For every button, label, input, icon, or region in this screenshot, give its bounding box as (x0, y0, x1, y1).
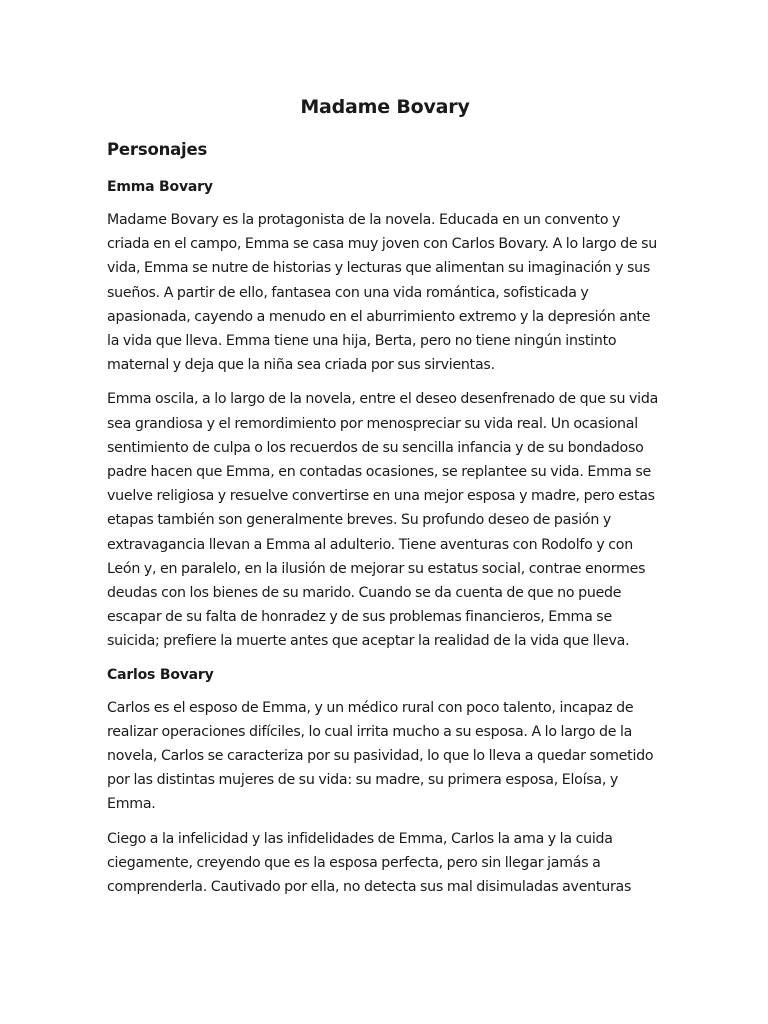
section-heading-personajes: Personajes (107, 140, 208, 159)
paragraph-carlos-2: Ciego a la infelicidad y las infidelidades de Emma, Carlos la ama y la cuida ciegamente, creyendo que es la esposa perfecta, pero sin llegar jamás a comprenderla. Cautivado por ella, no detecta sus mal disimuladas aventuras (107, 830, 632, 896)
document-title: Madame Bovary (300, 96, 470, 118)
character-heading-carlos: Carlos Bovary (107, 666, 214, 683)
paragraph-carlos-1: Carlos es el esposo de Emma, y un médico rural con poco talento, incapaz de realizar operaciones difíciles, lo cual irrita mucho a su esposa. A lo largo de la novela, Carlos se caracteriza por su pasividad, lo que lo lleva a quedar sometido por las distintas mujeres de su vida: su madre, su primera esposa, Eloísa, y Emma. (107, 699, 654, 813)
paragraph-emma-2: Emma oscila, a lo largo de la novela, entre el deseo desenfrenado de que su vida sea grandiosa y el remordimiento por menospreciar su vida real. Un ocasional sentimiento de culpa o los recuerdos de su sencilla infancia y de su bondadoso padre hacen que Emma, en contadas ocasiones, se replantee su vida. Emma se vuelve religiosa y resuelve convertirse en una mejor esposa y madre, pero estas etapas también son generalmente breves. Su profundo deseo de pasión y extravagancia llevan a Emma al adulterio. Tiene aventuras con Rodolfo y con León y, en paralelo, en la ilusión de mejorar su estatus social, contrae enormes deudas con los bienes de su marido. Cuando se da cuenta de que no puede escapar de su falta de honradez y de sus problemas financieros, Emma se suicida; prefiere la muerte antes que aceptar la realidad de la vida que lleva. (107, 391, 659, 650)
document-content (107, 94, 663, 909)
character-heading-emma: Emma Bovary (107, 179, 213, 195)
paragraph-emma-1: Madame Bovary es la protagonista de la novela. Educada en un convento y criada en el campo, Emma se casa muy joven con Carlos Bovary. A lo largo de su vida, Emma se nutre de historias y lecturas que alimentan su imaginación y sus sueños. A partir de ello, fantasea con una vida romántica, sofisticada y apasionada, cayendo a menudo en el aburrimiento extremo y la depresión ante la vida que lleva. Emma tiene una hija, Berta, pero no tiene ningún instinto maternal y deja que la niña sea criada por sus sirvientas. (107, 212, 657, 374)
